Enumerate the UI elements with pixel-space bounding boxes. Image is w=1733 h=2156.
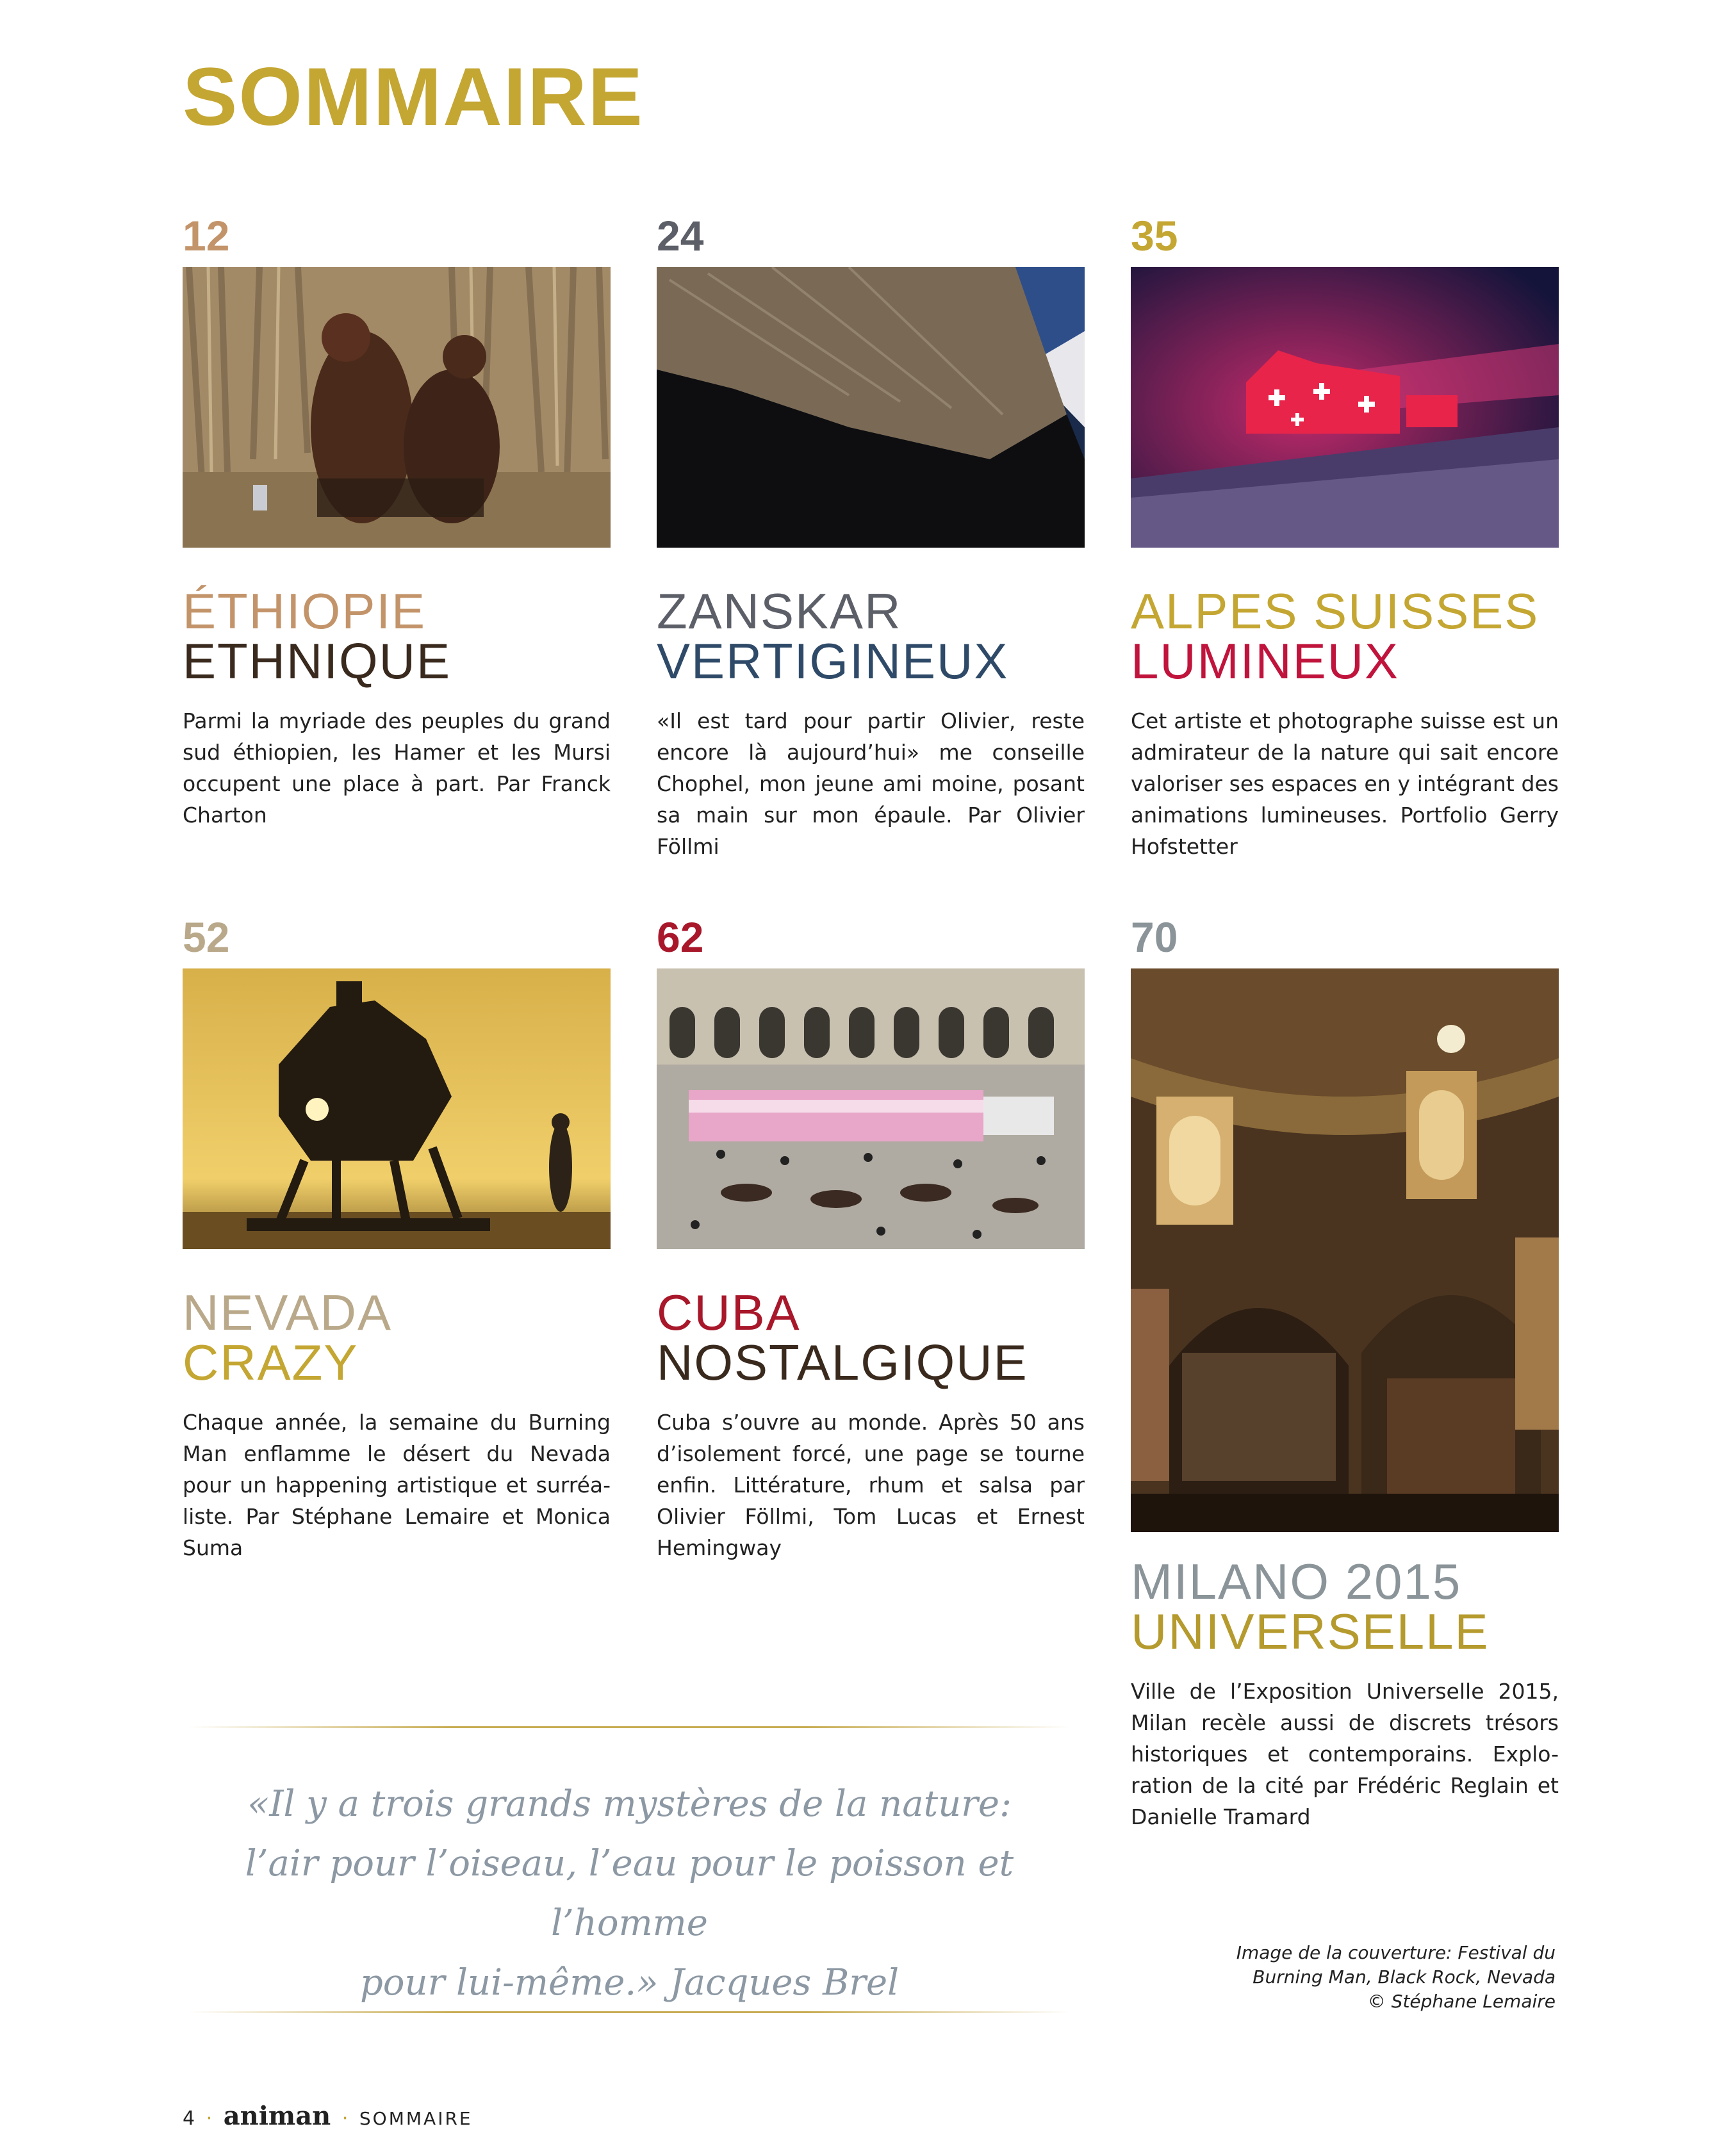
page-title: SOMMAIRE [183,51,644,143]
page-number: 52 [183,913,230,961]
caption-line-2: Burning Man, Black Rock, Nevada [1253,1966,1556,1988]
quote-top-rule [189,1726,1070,1728]
caption-line-3: © Stéphane Lemaire [1367,1991,1556,2012]
article-heading [657,583,1092,689]
heading-line-2: LUMINEUX [1131,633,1400,689]
cuba-photo[interactable] [657,968,1085,1249]
article-description: «Il est tard pour partir Olivier, reste encore là aujourd’hui» me conseille Chophel, mon jeune ami moine, posant sa main sur mon épaule. Par Olivier Föllmi [657,708,1085,859]
caption-line-1: Image de la couverture: Festival du [1236,1942,1556,1963]
quote-line-2: l’air pour l’oiseau, l’eau pour le poisson et l’homme [245,1843,1014,1944]
heading-line-1: MILANO 2015 [1131,1553,1462,1610]
footer-page-number: 4 [183,2107,195,2130]
heading-line-1: ZANSKAR [657,583,902,639]
page-number: 70 [1131,913,1178,961]
heading-line-2: ETHNIQUE [183,633,452,689]
heading-line-2: VERTIGINEUX [657,633,1009,689]
footer-separator: · [341,2107,349,2130]
footer-separator: · [206,2107,213,2130]
heading-line-2: UNIVERSELLE [1131,1603,1490,1660]
article-description: Cuba s’ouvre au monde. Après 50 ans d’isolement forcé, une page se tourne enfin. Littérature, rhum et salsa par Olivier Föllmi, Tom Lucas et Ernest Hemingway [657,1410,1085,1560]
article-description: Ville de l’Exposition Universelle 2015, Milan recèle aussi de discrets trésors historiques et contemporains. Explo-ration de la cité par Frédéric Reglain et Danielle Tramard [1131,1679,1559,1829]
heading-line-2: CRAZY [183,1334,359,1391]
heading-line-1: CUBA [657,1284,801,1341]
footer-brand: animan [223,2101,331,2131]
heading-line-1: ALPES SUISSES [1131,583,1540,639]
heading-line-2: NOSTALGIQUE [657,1334,1028,1391]
page-number: 24 [657,212,704,259]
quote-bottom-rule [189,2011,1070,2013]
article-description: Chaque année, la semaine du Burning Man enflamme le désert du Nevada pour un happening artistique et surréa-liste. Par Stéphane Lemaire et Monica Suma [183,1410,611,1560]
article-heading [1131,1553,1566,1660]
ethiopia-photo[interactable] [183,267,611,548]
quote-line-1: «Il y a trois grands mystères de la nature: [247,1783,1012,1825]
milano-photo[interactable] [1131,968,1559,1532]
article-heading [1131,583,1566,689]
zanskar-photo[interactable] [657,267,1085,548]
page-number: 62 [657,913,704,961]
alps-photo[interactable] [1131,267,1559,548]
article-heading [657,1284,1092,1391]
footer-section: SOMMAIRE [359,2108,473,2129]
heading-line-1: ÉTHIOPIE [183,583,427,639]
article-heading [183,1284,618,1391]
nevada-photo[interactable] [183,968,611,1249]
heading-line-1: NEVADA [183,1284,392,1341]
page-number: 35 [1131,212,1178,259]
quote-line-3: pour lui-même.» Jacques Brel [359,1962,899,2004]
page-footer [183,2101,473,2131]
cover-caption [1171,1941,1556,2014]
article-description: Parmi la myriade des peuples du grand sud éthiopien, les Hamer et les Mursi occupent une place à part. Par Franck Charton [183,708,611,828]
article-heading [183,583,618,689]
page-number: 12 [183,212,230,259]
pull-quote [189,1774,1070,2013]
article-description: Cet artiste et photographe suisse est un admirateur de la nature qui sait encore valoriser ses espaces en y intégrant des animations lumineuses. Portfolio Gerry Hofstetter [1131,708,1559,859]
